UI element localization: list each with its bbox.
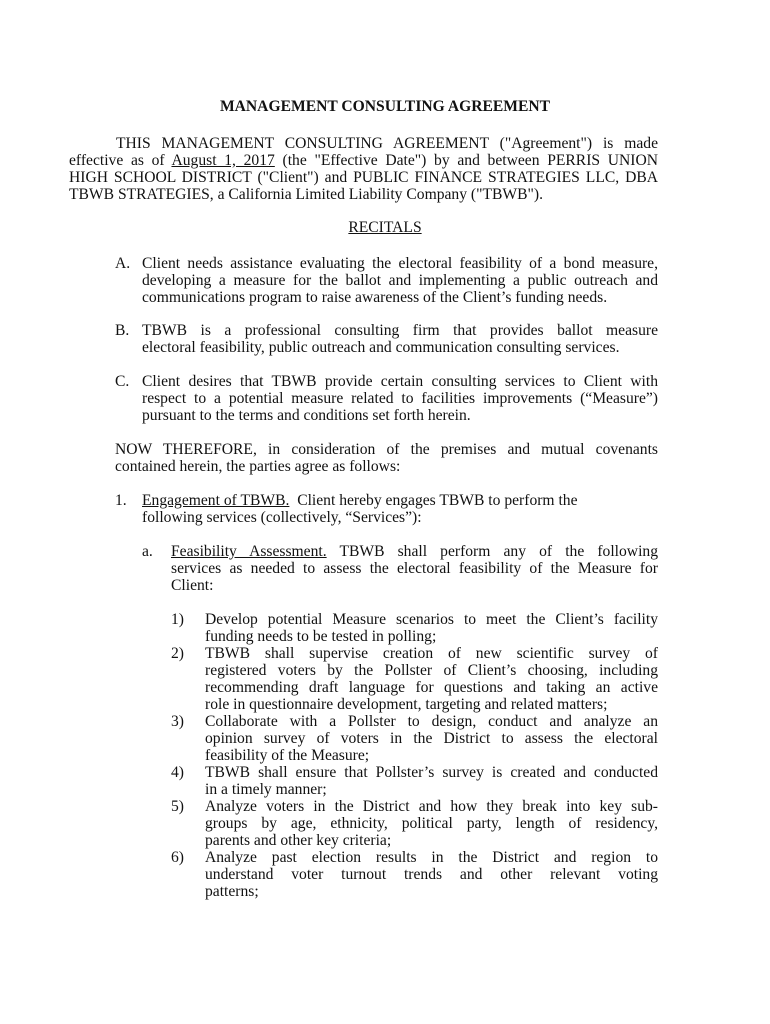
recital-marker: C. — [115, 373, 130, 390]
now-therefore-line: NOW THEREFORE, in consideration of the premises and mutual covenants — [115, 441, 658, 458]
subsection-a-line: Feasibility Assessment. TBWB shall perform any of the following — [171, 543, 658, 560]
item-line: Develop potential Measure scenarios to meet the Client’s facility — [205, 611, 658, 628]
intro-line-3: HIGH SCHOOL DISTRICT ("Client") and PUBLIC FINANCE STRATEGIES LLC, DBA — [69, 169, 658, 186]
item-line: groups by age, ethnicity, political party, length of residency, — [205, 815, 658, 832]
recital-a-line: Client needs assistance evaluating the electoral feasibility of a bond measure, — [142, 255, 658, 272]
item-line: in a timely manner; — [205, 781, 327, 798]
item-line: understand voter turnout trends and other relevant voting — [205, 866, 658, 883]
subsection-a-heading: Feasibility Assessment. — [171, 543, 327, 560]
recital-marker: A. — [115, 255, 131, 272]
subsection-marker: a. — [142, 543, 153, 560]
item-marker: 6) — [171, 849, 184, 866]
subsection-a-line: Client: — [171, 577, 214, 594]
item-line: parents and other key criteria; — [205, 832, 392, 849]
intro-line-1: THIS MANAGEMENT CONSULTING AGREEMENT ("Agreement") is made — [116, 135, 658, 152]
item-line: Analyze voters in the District and how they break into key sub- — [205, 798, 658, 815]
item-line: Collaborate with a Pollster to design, conduct and analyze an — [205, 713, 658, 730]
intro-line-2: effective as of August 1, 2017 (the "Effective Date") by and between PERRIS UNION — [69, 152, 659, 169]
item-line: funding needs to be tested in polling; — [205, 628, 437, 645]
item-line: feasibility of the Measure; — [205, 747, 370, 764]
recital-c-line: respect to a potential measure related to facilities improvements (“Measure”) — [142, 390, 658, 407]
section-1-line: following services (collectively, “Services”): — [142, 509, 422, 526]
recital-marker: B. — [115, 322, 130, 339]
subsection-a-line: services as needed to assess the electoral feasibility of the Measure for — [171, 560, 658, 577]
item-marker: 2) — [171, 645, 184, 662]
item-marker: 4) — [171, 764, 184, 781]
item-line: opinion survey of voters in the District to assess the electoral — [205, 730, 658, 747]
recital-a-line: communications program to raise awareness of the Client’s funding needs. — [142, 289, 608, 306]
item-line: role in questionnaire development, targeting and related matters; — [205, 696, 608, 713]
item-line: Analyze past election results in the District and region to — [205, 849, 658, 866]
recital-c-line: pursuant to the terms and conditions set forth herein. — [142, 407, 471, 424]
item-line: recommending draft language for questions and taking an active — [205, 679, 658, 696]
recital-b-line: electoral feasibility, public outreach and communication consulting services. — [142, 339, 620, 356]
effective-date: August 1, 2017 — [171, 152, 275, 169]
item-line: registered voters by the Pollster of Client’s choosing, including — [205, 662, 658, 679]
recitals-heading: RECITALS — [348, 219, 422, 236]
recital-c-line: Client desires that TBWB provide certain consulting services to Client with — [142, 373, 658, 390]
section-marker: 1. — [115, 492, 127, 509]
section-1-heading: Engagement of TBWB. — [142, 492, 290, 509]
section-1-line: Engagement of TBWB. Client hereby engages TBWB to perform the — [142, 492, 578, 509]
item-marker: 5) — [171, 798, 184, 815]
intro-line-4: TBWB STRATEGIES, a California Limited Liability Company ("TBWB"). — [69, 186, 543, 203]
now-therefore-line: contained herein, the parties agree as follows: — [115, 458, 401, 475]
item-line: TBWB shall ensure that Pollster’s survey is created and conducted — [205, 764, 658, 781]
item-line: TBWB shall supervise creation of new scientific survey of — [205, 645, 658, 662]
document-title: MANAGEMENT CONSULTING AGREEMENT — [219, 98, 551, 115]
item-marker: 1) — [171, 611, 184, 628]
recital-a-line: developing a measure for the ballot and implementing a public outreach and — [142, 272, 658, 289]
recital-b-line: TBWB is a professional consulting firm that provides ballot measure — [142, 322, 658, 339]
item-marker: 3) — [171, 713, 184, 730]
item-line: patterns; — [205, 883, 259, 900]
